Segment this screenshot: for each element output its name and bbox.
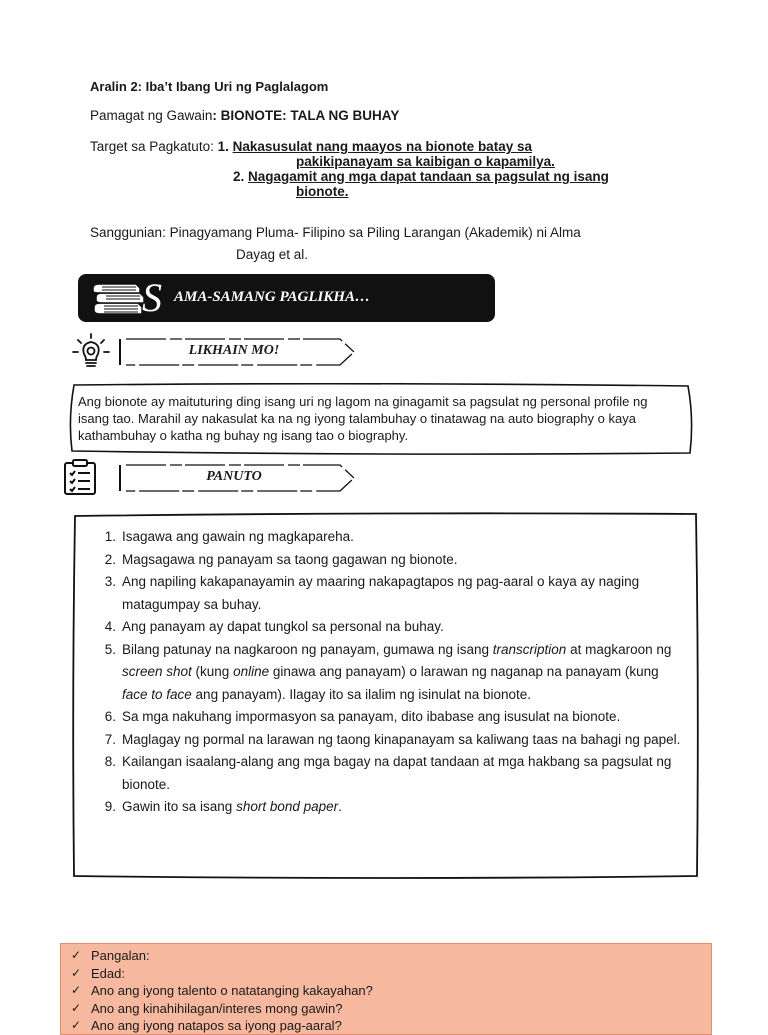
target-2-text-cont: bionote. (296, 184, 349, 199)
panuto-step (96, 729, 686, 752)
step-text: Isagawa ang gawain ng magkapareha. (122, 529, 354, 544)
intro-paragraph: Ang bionote ay maituturing ding isang uri ng lagom na ginagamit sa pagsulat ng personal profile ng isang tao. Marahil ay nakasulat ka na ng iyong talambuhay o tinatawag na auto biography o kaya kathambuhay o katha ng buhay ng isang tao o biography. (78, 394, 648, 443)
panuto-tag (118, 462, 350, 492)
activity-title: : BIONOTE: TALA NG BUHAY (212, 108, 400, 123)
step-text: Gawin ito sa isang (122, 799, 237, 814)
reference-line-2: Dayag et al. (236, 247, 309, 262)
step-text: Ang panayam ay dapat tungkol sa personal na buhay. (122, 619, 444, 634)
step-number: 2. (104, 551, 116, 567)
section-banner (78, 274, 495, 322)
step-number: 3. (104, 574, 116, 589)
step-number: 7. (104, 731, 116, 747)
likhain-label: LIKHAIN MO! (188, 343, 280, 358)
step-text: Ang napiling kakapanayamin ay maaring nakapagtapos ng pag-aaral o kaya ay naging matagumpay sa buhay. (122, 574, 640, 612)
intro-box (68, 383, 694, 455)
step-text: at magkaroon ng (566, 641, 672, 657)
step-number: 4. (104, 619, 116, 634)
step-text: . (338, 799, 342, 814)
step-text: online (233, 664, 270, 679)
step-text: Kailangan isaalang-alang ang mga bagay na dapat tandaan at mga hakbang sa pagsulat ng bionote. (122, 754, 672, 792)
question-item: ✓ Ano ang kinahihilagan/interes mong gawin? (71, 1000, 373, 1018)
reference-line-1: Sanggunian: Pinagyamang Pluma- Filipino sa Piling Larangan (Akademik) ni Alma (90, 225, 581, 240)
panuto-steps (96, 526, 686, 819)
lightbulb-gear-icon (72, 332, 110, 370)
step-text: Sa mga nakuhang impormasyon sa panayam, dito ibabase ang isusulat na bionote. (122, 709, 621, 724)
banner-title: AMA-SAMANG PAGLIKHA… (174, 289, 371, 305)
panuto-step (96, 616, 686, 639)
target-1-text: Nakasusulat nang maayos na bionote batay sa (232, 139, 532, 154)
panuto-step (96, 796, 686, 819)
panuto-step (96, 526, 686, 549)
lesson-title: Aralin 2: Iba’t Ibang Uri ng Paglalagom (90, 79, 329, 94)
step-text: Bilang patunay na nagkaroon ng panayam, gumawa ng isang (122, 641, 493, 657)
clipboard-checklist-icon (62, 458, 98, 496)
target-label: Target sa Pagkatuto: (90, 139, 214, 154)
target-line-2 (233, 169, 609, 184)
panuto-step (96, 549, 686, 572)
questions-box (60, 943, 712, 1035)
step-text: Magsagawa ng panayam sa taong gagawan ng bionote. (122, 551, 458, 567)
panuto-step (96, 571, 686, 616)
activity-line (90, 108, 399, 123)
panuto-step (96, 639, 686, 707)
questions-list (71, 947, 373, 1035)
activity-label: Pamagat ng Gawain (90, 108, 213, 123)
step-text: Maglagay ng pormal na larawan ng taong kinapanayam sa kaliwang taas na bahagi ng papel. (122, 731, 681, 747)
banner-initial: S (142, 275, 162, 320)
step-number: 9. (104, 799, 116, 814)
step-number: 5. (104, 641, 116, 657)
question-item: ✓ Ano ang iyong talento o natatanging kakayahan? (71, 982, 373, 1000)
likhain-tag (118, 336, 350, 366)
target-line-1 (90, 139, 532, 154)
step-number: 6. (104, 709, 116, 724)
step-number: 8. (104, 754, 116, 769)
step-text: (kung (191, 664, 234, 679)
target-1-num: 1. (217, 139, 229, 154)
step-text: ginawa ang panayam) o larawan ng naganap na panayam (kung (269, 664, 659, 679)
panuto-step (96, 706, 686, 729)
step-text: face to face (122, 686, 192, 702)
step-text: short bond paper (236, 799, 339, 814)
target-2-num: 2. (233, 169, 245, 184)
step-text: ang panayam). Ilagay ito sa ilalim ng isinulat na bionote. (191, 686, 531, 702)
panuto-box (72, 512, 700, 880)
reference (90, 222, 650, 266)
question-item: ✓ Ano ang iyong natapos sa iyong pag-aaral? (71, 1017, 373, 1035)
question-item: ✓ Pangalan: (71, 947, 373, 965)
panuto-label: PANUTO (206, 469, 262, 484)
target-1-text-cont: pakikipanayam sa kaibigan o kapamilya. (296, 154, 555, 169)
step-text: screen shot (122, 664, 192, 679)
step-text: transcription (492, 641, 567, 657)
question-item: ✓ Edad: (71, 965, 373, 983)
step-number: 1. (104, 529, 116, 544)
books-icon (90, 281, 146, 317)
target-2-text: Nagagamit ang mga dapat tandaan sa pagsulat ng isang (248, 169, 609, 184)
panuto-step (96, 751, 686, 796)
